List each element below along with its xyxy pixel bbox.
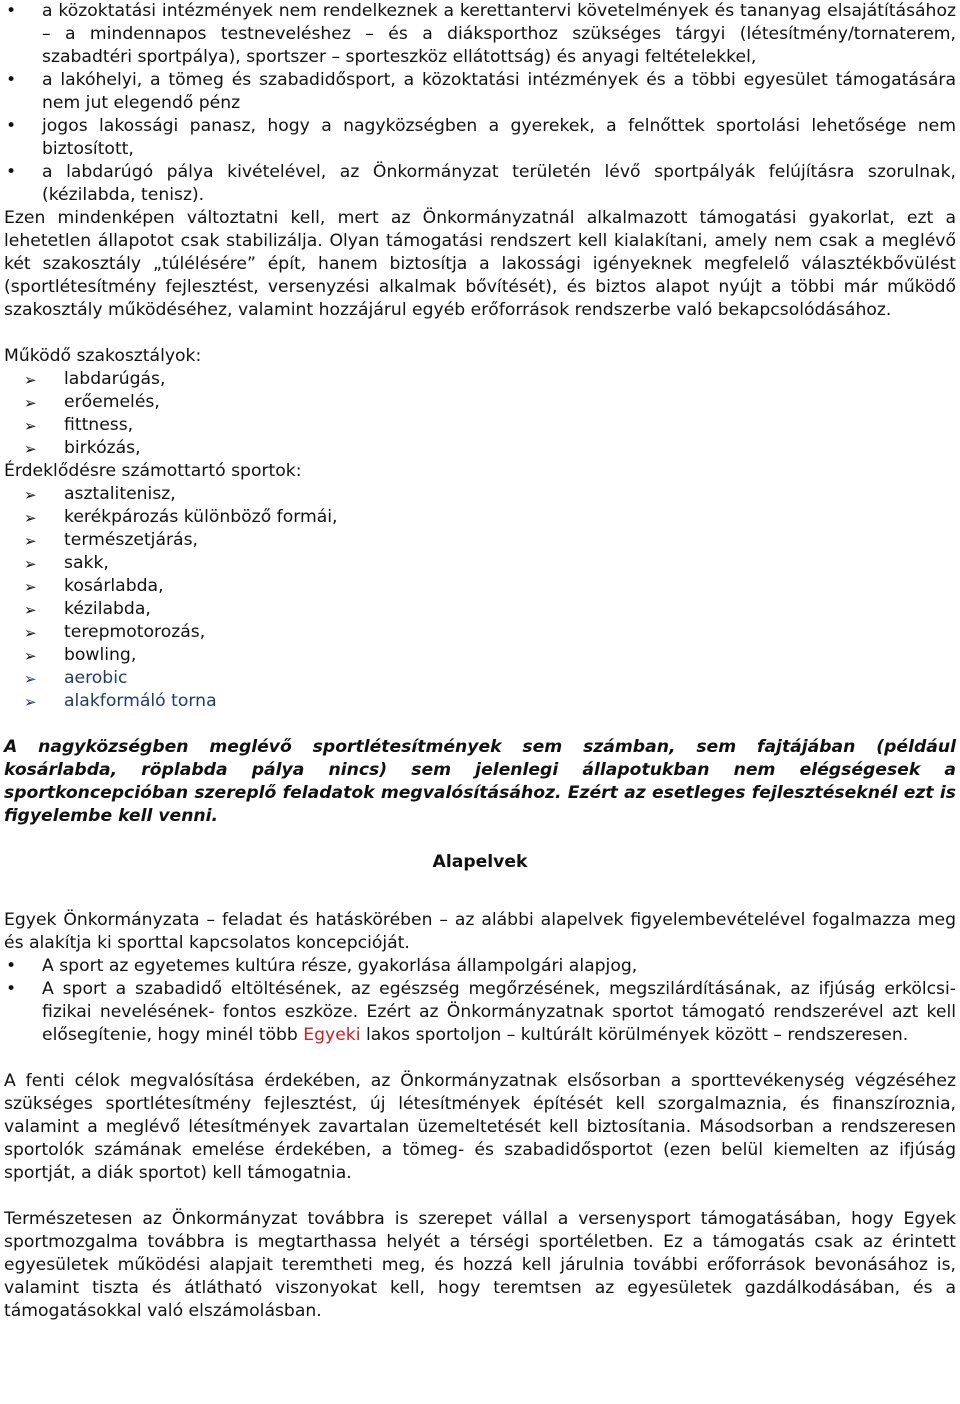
list-item: • A sport az egyetemes kultúra része, gyakorlása állampolgári alapjog, xyxy=(6,956,638,976)
arrow-bullet-icon: ➢ xyxy=(24,509,37,527)
interest-sports-list xyxy=(4,483,956,713)
bullet-icon: • xyxy=(6,979,17,999)
list-item: • jogos lakossági panasz, hogy a nagyközségben a gyerekek, a felnőttek sportolási lehetősége nem biztosított, xyxy=(6,116,956,159)
arrow-bullet-icon: ➢ xyxy=(24,670,37,688)
principles-list xyxy=(4,955,956,1047)
paragraph-change-needed: Ezen mindenképen változtatni kell, mert az Önkormányzatnál alkalmazott támogatási gyakorlat, ezt a lehetetlen állapotot csak stabilizálja. Olyan támogatási rendszert kell kialakítani, amely nem csak a meglévő két szakosztály „túlélésére” épít, hanem biztosítja a lakossági igényeknek megfelelő választékbővülést (sportlétesítmény fejlesztést, versenyzési alkalmak bővítését), és biztos alapot nyújt a többi már működő szakosztály működéséhez, valamint hozzájárul egyéb erőforrások rendszerbe való bekapcsolódásához. xyxy=(4,208,956,320)
active-sections-list xyxy=(4,368,956,460)
paragraph-competitive-sport: Természetesen az Önkormányzat továbbra is szerepet vállal a versenysport támogatásában, hogy Egyek sportmozgalma továbbra is megtarthassa helyét a térségi sportéletben. Ez a támogatás csak az érintett egyesületek működési alapjait teremtheti meg, és hozzá kell járulnia további erőforrások bevonásához is, valamint tiszta és átlátható viszonyokat kell, hogy teremtsen az egyesületek gazdálkodásában, és a támogatásokkal való elszámolásban. xyxy=(4,1209,956,1321)
list-item: ➢ birkózás, xyxy=(4,437,956,460)
section-heading: Alapelvek xyxy=(432,852,528,872)
problem-list xyxy=(4,0,956,207)
arrow-bullet-icon: ➢ xyxy=(24,555,37,573)
arrow-bullet-icon: ➢ xyxy=(24,486,37,504)
list-item: ➢ természetjárás, xyxy=(4,529,956,552)
bullet-icon: • xyxy=(6,1,17,21)
list-item: ➢ bowling, xyxy=(4,644,956,667)
bullet-icon: • xyxy=(6,116,17,136)
bullet-icon: • xyxy=(6,162,17,182)
facilities-statement: A nagyközségben meglévő sportlétesítmények sem számban, sem fajtájában (például kosárlabda, röplabda pálya nincs) sem jelenlegi állapotukban nem elégségesek a sportkoncepcióban szereplő feladatok megvalósításához. Ezért az esetleges fejlesztéseknél ezt is figyelembe kell venni. xyxy=(4,737,956,826)
highlight-text: Egyeki xyxy=(303,1025,361,1045)
list-item: ➢ labdarúgás, xyxy=(4,368,956,391)
list-item: • a labdarúgó pálya kivételével, az Önkormányzat területén lévő sportpályák felújításra szorulnak, (kézilabda, tenisz). xyxy=(6,162,956,205)
arrow-bullet-icon: ➢ xyxy=(24,532,37,550)
interest-sports-label: Érdeklődésre számottartó sportok: xyxy=(4,461,302,481)
list-item: ➢ terepmotorozás, xyxy=(4,621,956,644)
arrow-bullet-icon: ➢ xyxy=(24,693,37,711)
arrow-bullet-icon: ➢ xyxy=(24,601,37,619)
list-item: • a közoktatási intézmények nem rendelkeznek a kerettantervi követelmények és tananyag elsajátításához – a mindennapos testneveléshez – és a diáksporthoz szükséges tárgyi (létesítmény/tornaterem, szabadtéri sportpálya), sportszer – sporteszköz ellátottság) és anyagi feltételekkel, xyxy=(6,1,956,67)
list-item: • A sport a szabadidő eltöltésének, az egészség megőrzésének, megszilárdításának, az ifjúság erkölcsi- fizikai nevelésének- fontos eszköze. Ezért az Önkormányzatnak sportot támogató rendszerével azt kell elősegítenie, hogy minél több Egyeki lakos sportoljon – kultúrált körülmények között – rendszeresen. xyxy=(6,979,956,1045)
paragraph-principles-intro: Egyek Önkormányzata – feladat és hatáskörében – az alábbi alapelvek figyelembevételével fogalmazza meg és alakítja ki sporttal kapcsolatos koncepcióját. xyxy=(4,910,956,953)
bullet-icon: • xyxy=(6,956,17,976)
list-item: ➢ sakk, xyxy=(4,552,956,575)
arrow-bullet-icon: ➢ xyxy=(24,371,37,389)
arrow-bullet-icon: ➢ xyxy=(24,578,37,596)
paragraph-goals: A fenti célok megvalósítása érdekében, az Önkormányzatnak elsősorban a sporttevékenység végzéséhez szükséges sportlétesítmény fejlesztést, új létesítmények építését kell szorgalmaznia, és finanszíroznia, valamint a meglévő létesítmények zavartalan üzemeltetését kell biztosítania. Másodsorban a rendszeresen sportolók számának emelése érdekében, a tömeg- és szabadidősportot (ezen belül kiemelten az ifjúság sportját, a diák sportot) kell támogatnia. xyxy=(4,1071,956,1183)
bullet-icon: • xyxy=(6,70,17,90)
arrow-bullet-icon: ➢ xyxy=(24,647,37,665)
list-item: ➢ fittness, xyxy=(4,414,956,437)
list-item: ➢ aerobic xyxy=(4,667,956,690)
arrow-bullet-icon: ➢ xyxy=(24,440,37,458)
arrow-bullet-icon: ➢ xyxy=(24,394,37,412)
active-sections-label: Működő szakosztályok: xyxy=(4,346,202,366)
arrow-bullet-icon: ➢ xyxy=(24,624,37,642)
list-item: • a lakóhelyi, a tömeg és szabadidősport, a közoktatási intézmények és a többi egyesület támogatására nem jut elegendő pénz xyxy=(6,70,956,113)
list-item: ➢ kézilabda, xyxy=(4,598,956,621)
list-item: ➢ erőemelés, xyxy=(4,391,956,414)
list-item: ➢ kosárlabda, xyxy=(4,575,956,598)
list-item: ➢ asztalitenisz, xyxy=(4,483,956,506)
arrow-bullet-icon: ➢ xyxy=(24,417,37,435)
list-item: ➢ kerékpározás különböző formái, xyxy=(4,506,956,529)
list-item: ➢ alakformáló torna xyxy=(4,690,956,713)
